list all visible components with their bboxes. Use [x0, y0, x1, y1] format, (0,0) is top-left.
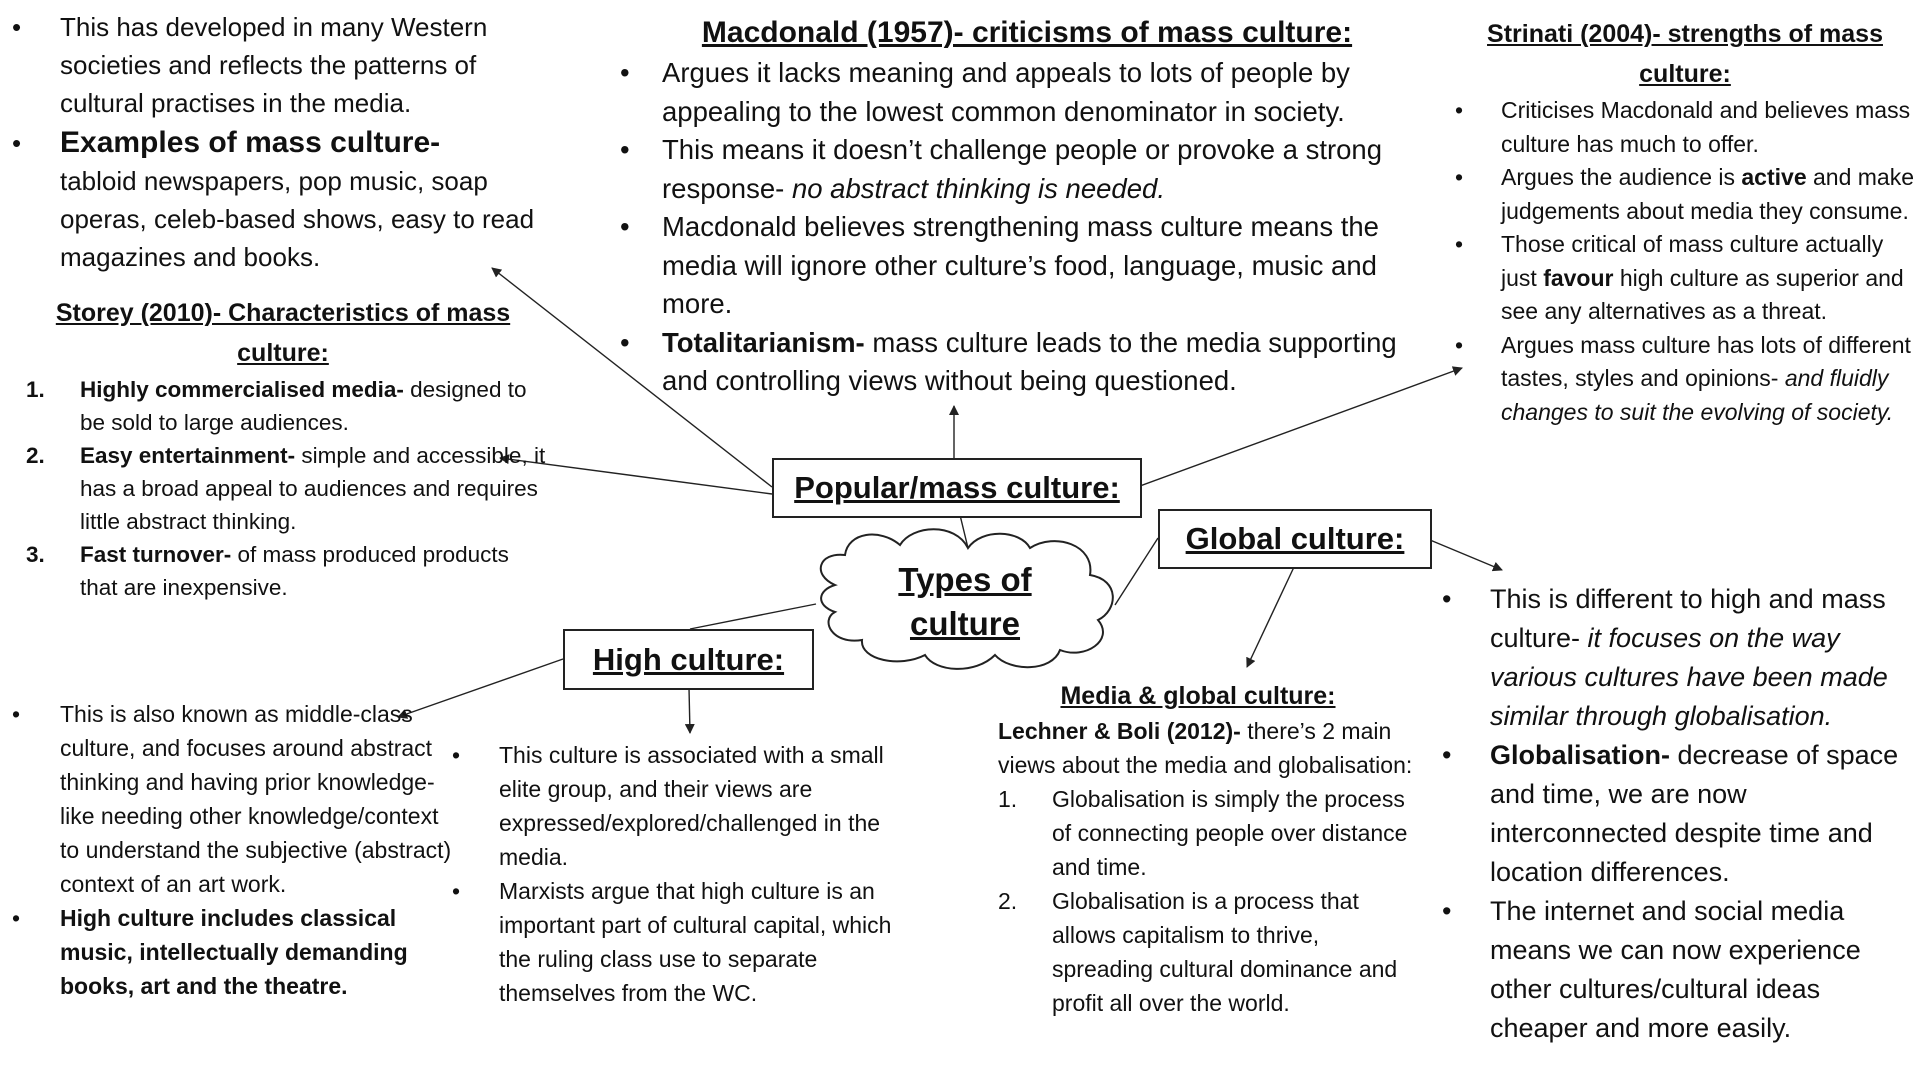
media-global-heading: Media & global culture: — [1060, 682, 1336, 710]
link-cloud-high — [690, 604, 816, 629]
node-high-culture — [563, 629, 814, 690]
list-item: 2. Easy entertainment- simple and accessible, it has a broad appeal to audiences and requires little abstract thinking. — [26, 443, 546, 534]
arrow-to-media-global — [1247, 567, 1294, 667]
center-topic-line2: culture — [909, 605, 1021, 642]
bullet-icon: • — [12, 905, 21, 931]
arrow-to-global-right — [1430, 540, 1502, 570]
list-item: • Globalisation- decrease of space and time, we are now interconnected despite time and location differences. — [1442, 736, 1912, 892]
list-item: • This is different to high and mass culture- it focuses on the way various cultures have been made similar through globalisation. — [1442, 580, 1912, 736]
bullet-icon: • — [1455, 97, 1464, 123]
list-item: • Examples of mass culture- tabloid newspapers, pop music, soap operas, celeb-based shows, easy to read magazines and books. — [12, 126, 535, 272]
center-topic-line1: Types of — [898, 561, 1032, 598]
list-item: • The internet and social media means we can now experience other cultures/cultural ideas cheaper and more easily. — [1442, 892, 1912, 1048]
node-global-label: Global culture: — [1185, 521, 1405, 556]
list-item: 1. Globalisation is simply the process of connecting people over distance and time. — [998, 786, 1408, 880]
macdonald-section — [612, 12, 1442, 401]
bullet-icon: • — [1442, 740, 1452, 770]
bullet-icon: • — [12, 12, 22, 42]
link-cloud-global — [1115, 538, 1158, 605]
list-item: • Marxists argue that high culture is an important part of cultural capital, which the ruling class use to separate themselves from the WC. — [452, 874, 902, 1010]
node-high-label: High culture: — [592, 641, 785, 677]
global-culture-notes — [1442, 580, 1912, 1048]
bullet-icon: • — [1455, 331, 1464, 358]
list-item: • Argues the audience is active and make judgements about media they consume. — [1455, 161, 1915, 228]
bullet-icon: • — [452, 742, 461, 768]
bullet-icon: • — [620, 57, 630, 88]
list-item: 3. Fast turnover- of mass produced products that are inexpensive. — [26, 542, 509, 600]
list-item: • Argues mass culture has lots of different tastes, styles and opinions- and fluidly changes to suit the evolving of society. — [1455, 329, 1915, 430]
list-item: • This is also known as middle-class culture, and focuses around abstract thinking and having prior knowledge- like needing other knowledge/context to understand the subjective (abstract) context of an art work. — [12, 697, 452, 901]
bullet-icon: • — [1455, 231, 1464, 257]
high-culture-notes-right — [452, 738, 902, 1010]
media-global-section — [998, 678, 1418, 1020]
high-culture-notes-left — [12, 697, 452, 1003]
storey-section — [18, 293, 548, 604]
bullet-icon: • — [1442, 584, 1452, 614]
bullet-icon: • — [1455, 164, 1464, 190]
node-global-culture — [1158, 509, 1432, 569]
list-item: • Argues it lacks meaning and appeals to lots of people by appealing to the lowest common denominator in society. — [612, 54, 1442, 131]
bullet-icon: • — [452, 878, 461, 904]
list-item: • Those critical of mass culture actually just favour high culture as superior and see any alternatives as a threat. — [1455, 228, 1915, 329]
bullet-icon: • — [620, 211, 630, 242]
list-item: 2. Globalisation is a process that allows capitalism to thrive, spreading cultural dominance and profit all over the world. — [998, 888, 1398, 1016]
bullet-icon: • — [1442, 896, 1452, 926]
strinati-heading: Strinati (2004)- strengths of mass culture: — [1487, 20, 1883, 88]
list-item: • This has developed in many Western societies and reflects the patterns of cultural practises in the media. — [12, 8, 552, 122]
strinati-section — [1455, 14, 1915, 429]
list-item: • Criticises Macdonald and believes mass culture has much to offer. — [1455, 94, 1915, 161]
bullet-icon: • — [620, 326, 630, 358]
bullet-icon: • — [12, 701, 21, 727]
list-item: • Totalitarianism- mass culture leads to the media supporting and controlling views without being questioned. — [612, 324, 1442, 401]
list-item: • This means it doesn’t challenge people or provoke a strong response- no abstract thinking is needed. — [612, 131, 1442, 208]
list-item: 1. Highly commercialised media- designed to be sold to large audiences. — [26, 377, 527, 435]
list-item: • Macdonald believes strengthening mass culture means the media will ignore other culture’s food, language, music and more. — [612, 208, 1442, 324]
list-item: • This culture is associated with a small elite group, and their views are expressed/explored/challenged in the media. — [452, 738, 902, 874]
center-topic — [870, 558, 1060, 646]
arrow-to-high-right — [689, 688, 690, 733]
storey-heading: Storey (2010)- Characteristics of mass culture: — [55, 299, 511, 367]
node-popular-label: Popular/mass culture: — [794, 470, 1120, 505]
node-popular-mass-culture — [772, 458, 1142, 518]
bullet-icon: • — [620, 134, 630, 165]
bullet-icon: • — [12, 128, 22, 158]
mass-culture-intro — [12, 8, 552, 276]
media-global-intro: Lechner & Boli (2012)- there’s 2 main views about the media and globalisation: — [998, 718, 1413, 778]
list-item: • High culture includes classical music, intellectually demanding books, art and the theatre. — [12, 901, 452, 1003]
macdonald-heading: Macdonald (1957)- criticisms of mass culture: — [701, 16, 1353, 49]
